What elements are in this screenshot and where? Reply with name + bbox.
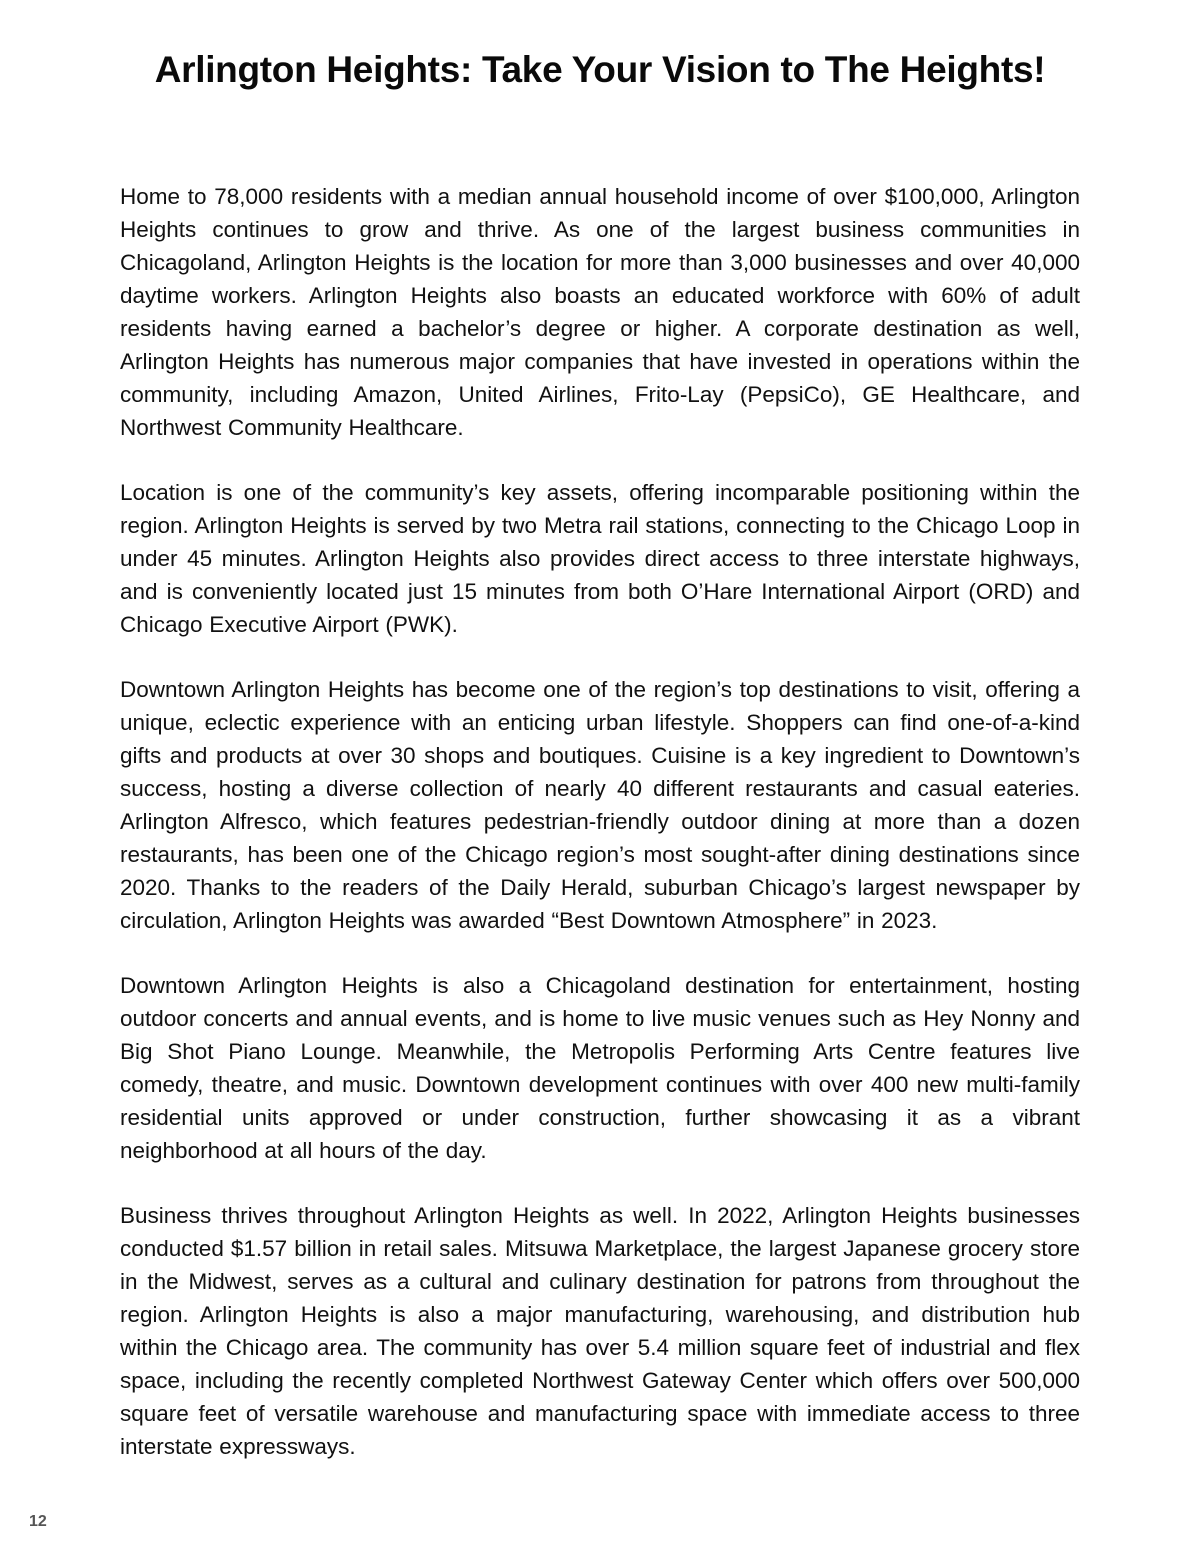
page-title: Arlington Heights: Take Your Vision to The Heights! [154,49,1046,90]
page-number: 12 [29,1513,47,1530]
paragraph-downtown: Downtown Arlington Heights has become one of the region’s top destinations to visit, offering a unique, eclectic experience with an enticing urban lifestyle. Shoppers can find one-of-a-kind gifts and products at over 30 shops and boutiques. Cuisine is a key ingredient to Downtown’s success, hosting a diverse collection of nearly 40 different restaurants and casual eateries. Arlington Alfresco, which features pedestrian-friendly outdoor dining at more than a dozen restaurants, has been one of the Chicago region’s most sought-after dining destinations since 2020. Thanks to the readers of the Daily Herald, suburban Chicago’s largest newspaper by circulation, Arlington Heights was awarded “Best Downtown Atmosphere” in 2023. [120,677,1080,933]
paragraph-business: Business thrives throughout Arlington Heights as well. In 2022, Arlington Heights businesses conducted $1.57 billion in retail sales. Mitsuwa Marketplace, the largest Japanese grocery store in the Midwest, serves as a cultural and culinary destination for patrons from throughout the region. Arlington Heights is also a major manufacturing, warehousing, and distribution hub within the Chicago area. The community has over 5.4 million square feet of industrial and flex space, including the recently completed Northwest Gateway Center which offers over 500,000 square feet of versatile warehouse and manufacturing space with immediate access to three interstate expressways. [120,1203,1080,1459]
paragraph-location: Location is one of the community’s key assets, offering incomparable positioning within the region. Arlington Heights is served by two Metra rail stations, connecting to the Chicago Loop in under 45 minutes. Arlington Heights also provides direct access to three interstate highways, and is conveniently located just 15 minutes from both O’Hare International Airport (ORD) and Chicago Executive Airport (PWK). [120,480,1080,637]
paragraph-entertainment: Downtown Arlington Heights is also a Chicagoland destination for entertainment, hosting outdoor concerts and annual events, and is home to live music venues such as Hey Nonny and Big Shot Piano Lounge. Meanwhile, the Metropolis Performing Arts Centre features live comedy, theatre, and music. Downtown development continues with over 400 new multi-family residential units approved or under construction, further showcasing it as a vibrant neighborhood at all hours of the day. [120,973,1080,1163]
paragraph-overview: Home to 78,000 residents with a median annual household income of over $100,000, Arlington Heights continues to grow and thrive. As one of the largest business communities in Chicagoland, Arlington Heights is the location for more than 3,000 businesses and over 40,000 daytime workers. Arlington Heights also boasts an educated workforce with 60% of adult residents having earned a bachelor’s degree or higher. A corporate destination as well, Arlington Heights has numerous major companies that have invested in operations within the community, including Amazon, United Airlines, Frito-Lay (PepsiCo), GE Healthcare, and Northwest Community Healthcare. [120,184,1080,440]
body-copy [120,180,1080,1495]
